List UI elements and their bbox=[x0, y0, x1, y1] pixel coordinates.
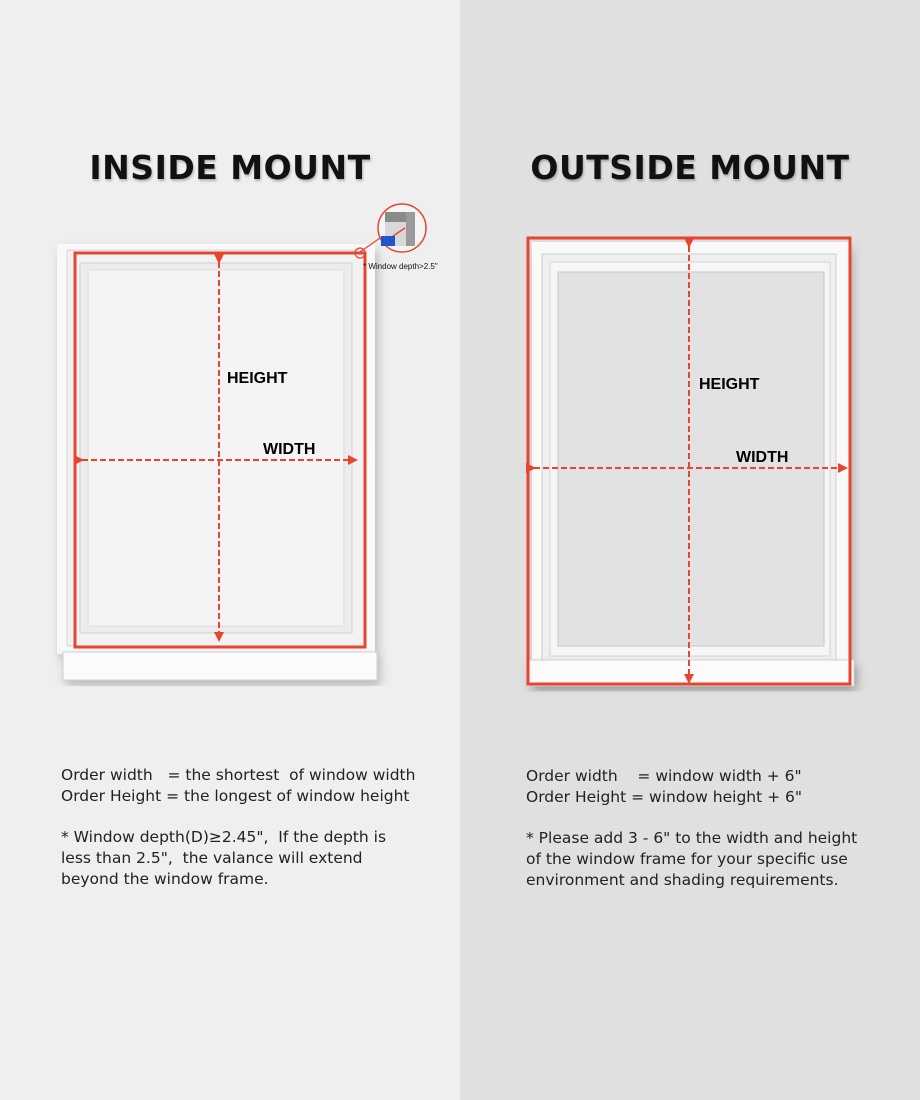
outside-note-line-1: * Please add 3 - 6" to the width and height bbox=[526, 829, 858, 847]
inside-mount-title: INSIDE MOUNT bbox=[89, 148, 371, 187]
inside-note-line-2: less than 2.5", the valance will extend bbox=[61, 849, 363, 867]
inside-note-line-3: beyond the window frame. bbox=[61, 870, 269, 888]
outside-mount-panel bbox=[460, 0, 920, 1100]
outside-height-label: HEIGHT bbox=[699, 376, 760, 393]
outside-mount-title: OUTSIDE MOUNT bbox=[530, 148, 850, 187]
inside-note-line-1: * Window depth(D)≥2.45", If the depth is bbox=[61, 828, 387, 846]
outside-order-info bbox=[526, 766, 857, 891]
inside-window-sill bbox=[63, 652, 377, 680]
outside-order-width-line: Order width = window width + 6" bbox=[526, 767, 802, 785]
outside-width-label: WIDTH bbox=[736, 449, 789, 466]
inside-mount-diagram bbox=[0, 0, 460, 720]
outside-window-sill bbox=[528, 660, 854, 686]
inside-height-label: HEIGHT bbox=[227, 370, 288, 387]
outside-order-height-line: Order Height = window height + 6" bbox=[526, 788, 803, 806]
outside-note-line-2: of the window frame for your specific use bbox=[526, 850, 848, 868]
inside-order-info bbox=[61, 765, 415, 890]
inside-order-height-line: Order Height = the longest of window height bbox=[61, 787, 410, 805]
outside-mount-diagram bbox=[460, 0, 920, 720]
outside-note-line-3: environment and shading requirements. bbox=[526, 871, 839, 889]
inside-order-width-line: Order width = the shortest of window width bbox=[61, 766, 416, 784]
window-depth-note: * Window depth>2.5" bbox=[363, 262, 438, 271]
inside-width-label: WIDTH bbox=[263, 441, 316, 458]
